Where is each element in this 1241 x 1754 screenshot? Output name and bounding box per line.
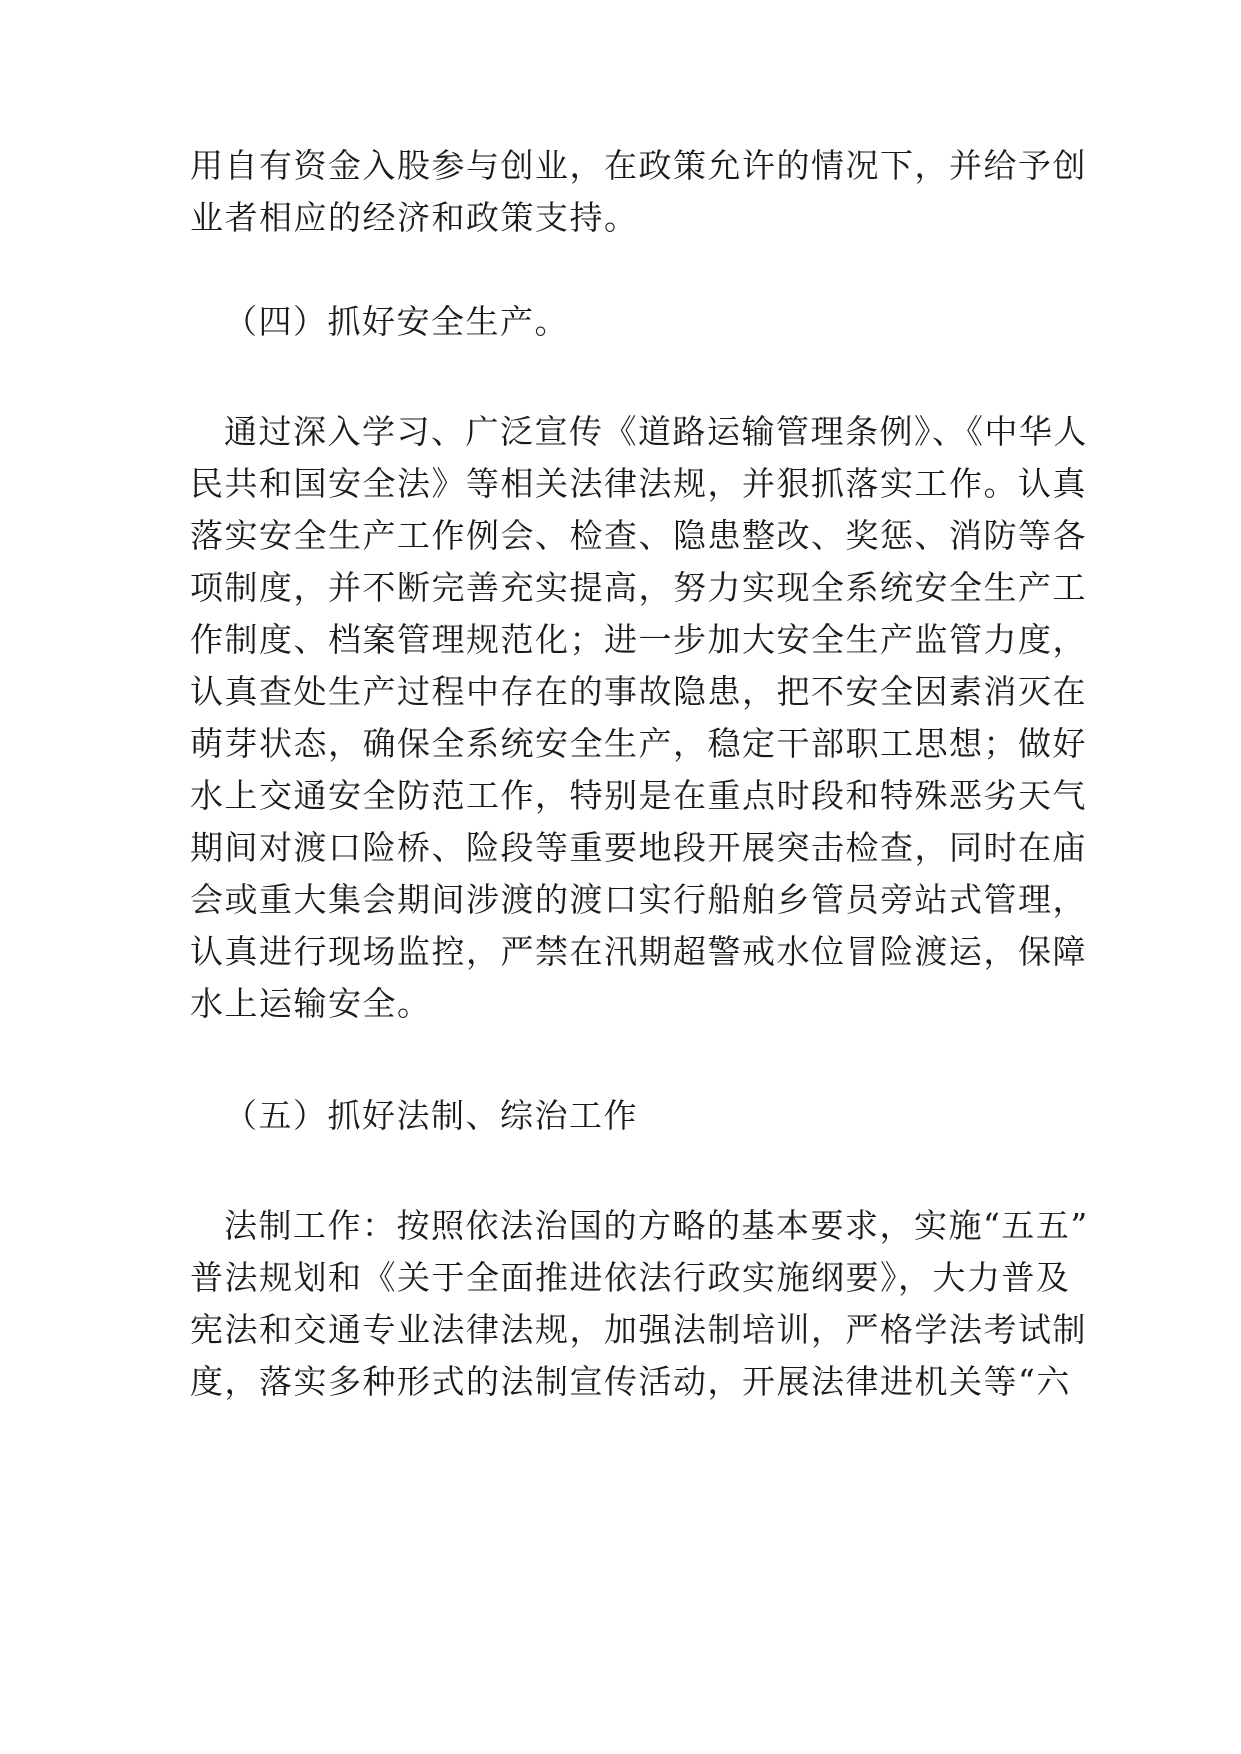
paragraph-line: 用自有资金入股参与创业，在政策允许的情况下，并给予创 [190,146,1087,185]
paragraph-line: 项制度，并不断完善充实提高，努力实现全系统安全生产工 [190,568,1087,607]
paragraph-line: 普法规划和《关于全面推进依法行政实施纲要》，大力普及 [190,1258,1071,1297]
paragraph-line: 法制工作：按照依法治国的方略的基本要求，实施“五五” [224,1206,1089,1245]
paragraph-line: 萌芽状态，确保全系统安全生产，稳定干部职工思想；做好 [190,724,1087,763]
paragraph-line: 水上交通安全防范工作，特别是在重点时段和特殊恶劣天气 [190,776,1087,815]
paragraph-line: 落实安全生产工作例会、检查、隐患整改、奖惩、消防等各 [190,516,1087,555]
paragraph-line: 通过深入学习、广泛宣传《道路运输管理条例》、《中华人 [224,412,1088,451]
section-heading-4: （四）抓好安全生产。 [224,302,569,341]
paragraph-line: 度，落实多种形式的法制宣传活动，开展法律进机关等“六 [190,1362,1071,1401]
paragraph-line: 认真查处生产过程中存在的事故隐患，把不安全因素消灭在 [190,672,1087,711]
paragraph-line: 期间对渡口险桥、险段等重要地段开展突击检查，同时在庙 [190,828,1087,867]
paragraph-line: 业者相应的经济和政策支持。 [190,198,639,237]
paragraph-line: 认真进行现场监控，严禁在汛期超警戒水位冒险渡运，保障 [190,932,1087,971]
paragraph-line: 水上运输安全。 [190,984,432,1023]
paragraph-line: 会或重大集会期间涉渡的渡口实行船舶乡管员旁站式管理， [190,880,1087,919]
paragraph-line: 民共和国安全法》等相关法律法规，并狠抓落实工作。认真 [190,464,1087,503]
paragraph-line: 宪法和交通专业法律法规，加强法制培训，严格学法考试制 [190,1310,1087,1349]
paragraph-line: 作制度、档案管理规范化；进一步加大安全生产监管力度， [190,620,1087,659]
section-heading-5: （五）抓好法制、综治工作 [224,1096,638,1135]
